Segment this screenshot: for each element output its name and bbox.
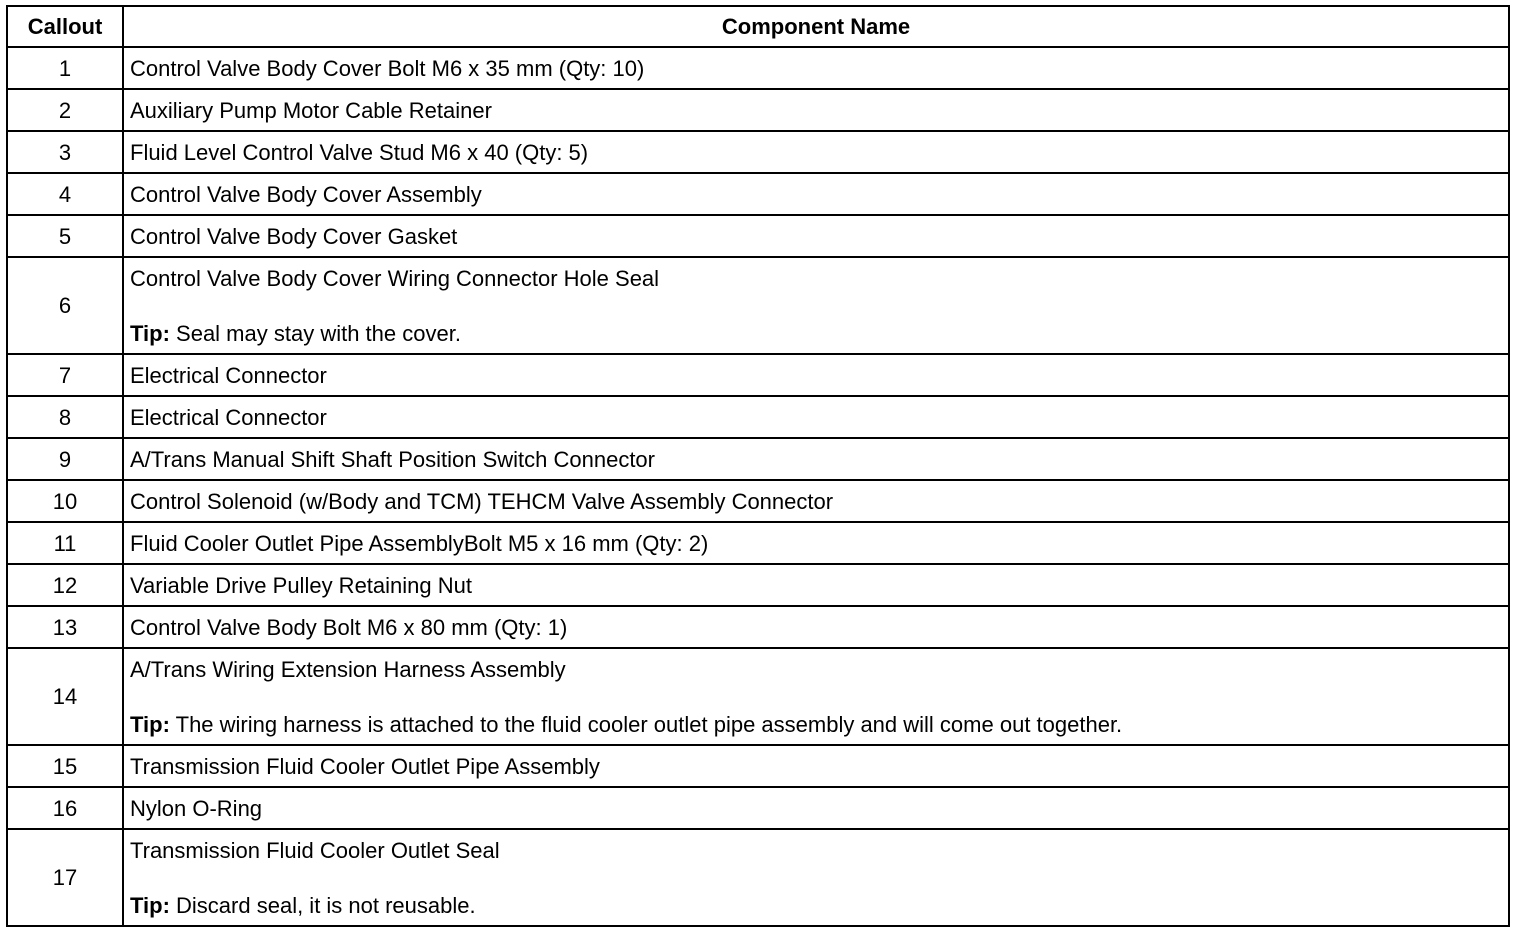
- tip-text: Discard seal, it is not reusable.: [169, 892, 476, 918]
- callout-number: 15: [7, 745, 123, 787]
- component-name: Control Valve Body Cover Gasket: [130, 223, 458, 249]
- component-name: Transmission Fluid Cooler Outlet Seal: [130, 837, 500, 863]
- callout-number: 6: [7, 257, 123, 354]
- component-name-cell: [123, 173, 1509, 215]
- callout-number: 10: [7, 480, 123, 522]
- component-name-cell: [123, 522, 1509, 564]
- table-row: [7, 648, 1509, 745]
- callout-number: 9: [7, 438, 123, 480]
- component-name: Control Valve Body Cover Bolt M6 x 35 mm (Qty: 10): [130, 55, 645, 81]
- callout-number: 2: [7, 89, 123, 131]
- table-row: [7, 131, 1509, 173]
- component-name-cell: [123, 564, 1509, 606]
- table-row: [7, 89, 1509, 131]
- tip-text: The wiring harness is attached to the fluid cooler outlet pipe assembly and will come out together.: [169, 711, 1123, 737]
- component-name-cell: [123, 648, 1509, 745]
- callout-number: 3: [7, 131, 123, 173]
- callout-number: 14: [7, 648, 123, 745]
- component-name: Transmission Fluid Cooler Outlet Pipe Assembly: [130, 753, 600, 779]
- component-name: Control Solenoid (w/Body and TCM) TEHCM Valve Assembly Connector: [130, 488, 834, 514]
- component-name-cell: [123, 480, 1509, 522]
- table-row: [7, 787, 1509, 829]
- component-name-cell: [123, 829, 1509, 926]
- table-row: [7, 215, 1509, 257]
- component-name-cell: [123, 215, 1509, 257]
- callout-number: 17: [7, 829, 123, 926]
- tip-label: Tip:: [130, 892, 170, 918]
- callout-number: 1: [7, 47, 123, 89]
- table-row: [7, 354, 1509, 396]
- component-name: Variable Drive Pulley Retaining Nut: [130, 572, 472, 598]
- table-row: [7, 522, 1509, 564]
- callout-column-header: Callout: [7, 6, 123, 47]
- component-name: Fluid Level Control Valve Stud M6 x 40 (Qty: 5): [130, 139, 589, 165]
- component-name-cell: [123, 131, 1509, 173]
- tip-text: Seal may stay with the cover.: [169, 320, 461, 346]
- table-row: [7, 606, 1509, 648]
- table-row: [7, 480, 1509, 522]
- component-name-cell: [123, 787, 1509, 829]
- table-row: [7, 47, 1509, 89]
- component-name-column-header: Component Name: [123, 6, 1509, 47]
- component-name: Control Valve Body Cover Assembly: [130, 181, 482, 207]
- component-name-cell: [123, 47, 1509, 89]
- component-name-cell: [123, 396, 1509, 438]
- table-row: [7, 829, 1509, 926]
- tip-note: [130, 893, 1508, 918]
- callout-table-container: [6, 5, 1508, 927]
- tip-label: Tip:: [130, 320, 170, 346]
- component-name: A/Trans Manual Shift Shaft Position Switch Connector: [130, 446, 655, 472]
- component-name: Nylon O-Ring: [130, 795, 263, 821]
- component-name-cell: [123, 606, 1509, 648]
- callout-number: 4: [7, 173, 123, 215]
- table-row: [7, 564, 1509, 606]
- component-name: A/Trans Wiring Extension Harness Assembly: [130, 656, 566, 682]
- table-body: [7, 47, 1509, 926]
- callout-table: [6, 5, 1510, 927]
- component-name-cell: [123, 89, 1509, 131]
- callout-number: 12: [7, 564, 123, 606]
- callout-number: 13: [7, 606, 123, 648]
- callout-number: 7: [7, 354, 123, 396]
- table-row: [7, 745, 1509, 787]
- table-row: [7, 438, 1509, 480]
- tip-label: Tip:: [130, 711, 170, 737]
- component-name: Electrical Connector: [130, 404, 327, 430]
- table-row: [7, 173, 1509, 215]
- component-name: Auxiliary Pump Motor Cable Retainer: [130, 97, 492, 123]
- table-header-row: [7, 6, 1509, 47]
- component-name-cell: [123, 438, 1509, 480]
- callout-number: 8: [7, 396, 123, 438]
- table-row: [7, 257, 1509, 354]
- component-name: Control Valve Body Cover Wiring Connector Hole Seal: [130, 265, 660, 291]
- table-row: [7, 396, 1509, 438]
- component-name-cell: [123, 745, 1509, 787]
- component-name: Fluid Cooler Outlet Pipe AssemblyBolt M5 x 16 mm (Qty: 2): [130, 530, 709, 556]
- callout-number: 16: [7, 787, 123, 829]
- component-name: Control Valve Body Bolt M6 x 80 mm (Qty: 1): [130, 614, 568, 640]
- component-name-cell: [123, 257, 1509, 354]
- callout-number: 5: [7, 215, 123, 257]
- callout-number: 11: [7, 522, 123, 564]
- tip-note: [130, 712, 1508, 737]
- tip-note: [130, 321, 1508, 346]
- component-name: Electrical Connector: [130, 362, 327, 388]
- component-name-cell: [123, 354, 1509, 396]
